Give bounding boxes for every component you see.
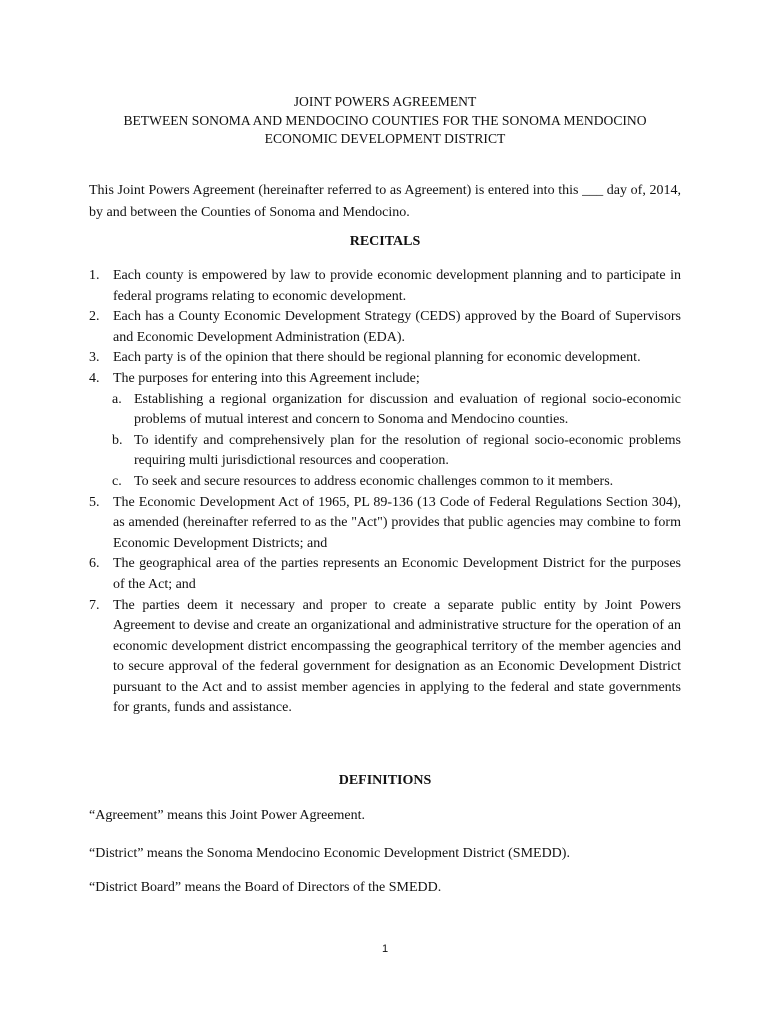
purpose-letter: a. <box>112 391 122 407</box>
purpose-letter: c. <box>112 473 122 489</box>
recital-item <box>89 348 681 369</box>
purpose-subitem <box>89 472 681 493</box>
recital-item <box>89 369 681 390</box>
page-number: 1 <box>381 943 389 955</box>
recital-number: 3. <box>89 350 100 366</box>
recitals-heading: RECITALS <box>349 234 421 249</box>
title-line-1: JOINT POWERS AGREEMENT <box>293 94 477 109</box>
recital-text: The geographical area of the parties represents an Economic Development District for the purposes of the Act; and <box>113 556 681 592</box>
purpose-text: To seek and secure resources to address economic challenges common to it members. <box>134 473 614 489</box>
purpose-subitem <box>89 390 681 431</box>
purpose-text: Establishing a regional organization for discussion and evaluation of regional socio-economic problems of mutual interest and concern to Sonoma and Mendocino counties. <box>134 391 681 428</box>
document-title <box>80 93 690 149</box>
definitions-heading: DEFINITIONS <box>338 773 432 788</box>
title-line-3: ECONOMIC DEVELOPMENT DISTRICT <box>264 131 506 146</box>
purpose-text: To identify and comprehensively plan for the resolution of regional socio-economic problems requiring multi jurisdictional resources and cooperation. <box>134 432 681 469</box>
recital-text: The parties deem it necessary and proper to create a separate public entity by Joint Powers Agreement to devise and create an organizational and administrative structure for the operation of an economic development district encompassing the geographical territory of the member agencies and to secure approval of the federal government for designation as an Economic Development District pursuant to the Act and to assist member agencies in applying to the federal and state governments for grants, funds and assistance. <box>113 597 681 716</box>
definition-agreement: “Agreement” means this Joint Power Agreement. <box>89 808 366 823</box>
recital-number: 6. <box>89 556 100 572</box>
recital-item <box>89 554 681 595</box>
purpose-letter: b. <box>112 432 123 448</box>
recital-item <box>89 493 681 555</box>
recital-number: 5. <box>89 494 100 510</box>
recitals-list <box>89 266 681 719</box>
recital-number: 7. <box>89 597 100 613</box>
recital-text: The Economic Development Act of 1965, PL 89-136 (13 Code of Federal Regulations Section 304), as amended (hereinafter referred to as the "Act") provides that public agencies may combine to form Economic Development Districts; and <box>113 494 681 551</box>
recital-text: Each party is of the opinion that there should be regional planning for economic development. <box>113 350 641 366</box>
recital-item <box>89 596 681 720</box>
recital-number: 2. <box>89 309 100 325</box>
definition-district: “District” means the Sonoma Mendocino Economic Development District (SMEDD). <box>89 846 570 861</box>
recital-number: 4. <box>89 370 100 386</box>
purpose-subitem <box>89 431 681 472</box>
title-line-2: BETWEEN SONOMA AND MENDOCINO COUNTIES FOR THE SONOMA MENDOCINO <box>123 112 647 128</box>
recital-item <box>89 307 681 348</box>
recital-text: The purposes for entering into this Agreement include; <box>113 370 420 386</box>
recital-item <box>89 266 681 307</box>
recital-text: Each county is empowered by law to provide economic development planning and to participate in federal programs relating to economic development. <box>113 268 681 304</box>
intro-paragraph: This Joint Powers Agreement (hereinafter referred to as Agreement) is entered into this ___ day of, 2014, by and between the Counties of Sonoma and Mendocino. <box>89 183 681 220</box>
definition-district-board: “District Board” means the Board of Directors of the SMEDD. <box>89 880 442 895</box>
recital-text: Each has a County Economic Development Strategy (CEDS) approved by the Board of Supervisors and Economic Development Administration (EDA). <box>113 309 681 345</box>
recital-number: 1. <box>89 268 100 283</box>
